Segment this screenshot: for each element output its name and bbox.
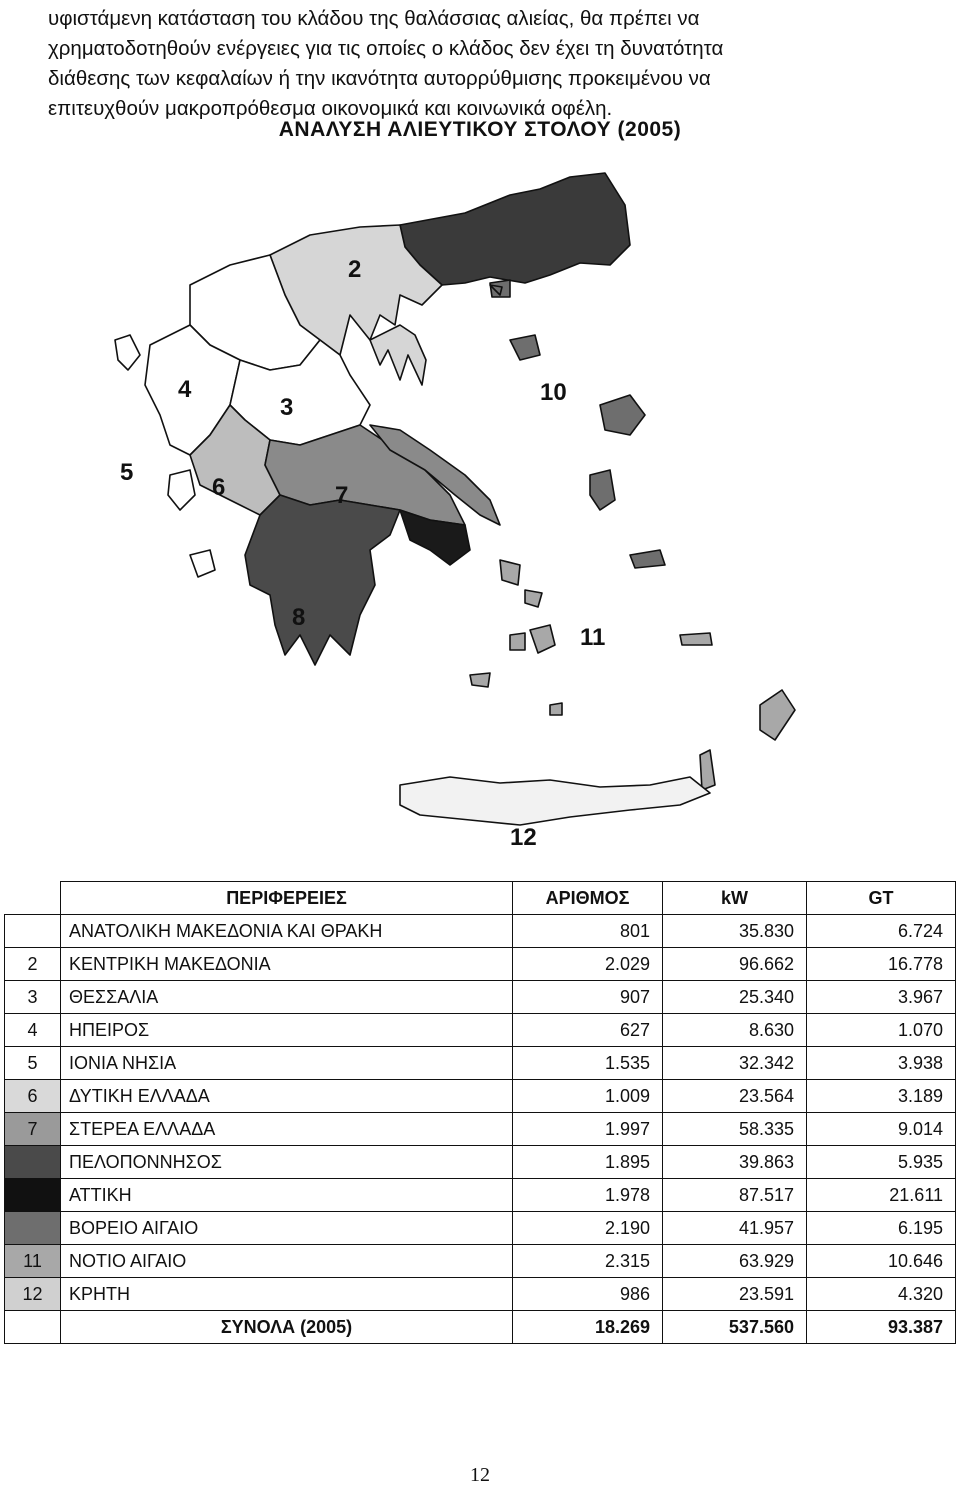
row-region: ΝΟΤΙΟ ΑΙΓΑΙΟ xyxy=(61,1245,513,1278)
greece-fleet-map xyxy=(70,165,950,875)
region-5-kefalonia-shape xyxy=(168,470,195,510)
table-row xyxy=(5,948,956,981)
row-gt: 9.014 xyxy=(807,1113,956,1146)
region-11-naxos-shape xyxy=(530,625,555,653)
region-10-lesvos-shape xyxy=(600,395,645,435)
row-count: 2.029 xyxy=(513,948,663,981)
chalkidiki-shape xyxy=(370,325,426,385)
row-region: ΚΕΝΤΡΙΚΗ ΜΑΚΕΔΟΝΙΑ xyxy=(61,948,513,981)
row-gt: 4.320 xyxy=(807,1278,956,1311)
row-index xyxy=(5,1212,61,1245)
section-title: ΑΝΑΛΥΣΗ ΑΛΙΕΥΤΙΚΟΥ ΣΤΟΛΟΥ (2005) xyxy=(278,118,682,141)
row-region: ΠΕΛΟΠΟΝΝΗΣΟΣ xyxy=(61,1146,513,1179)
region-10-samos-shape xyxy=(630,550,665,568)
intro-line: χρηματοδοτηθούν ενέργειες για τις οποίες ο κλάδος δεν έχει τη δυνατότητα xyxy=(48,37,724,60)
region-11-karpathos-shape xyxy=(700,750,715,790)
region-11-santorini-shape xyxy=(550,703,562,715)
row-region: ΔΥΤΙΚΗ ΕΛΛΑΔΑ xyxy=(61,1080,513,1113)
total-row xyxy=(5,1311,956,1344)
table-row xyxy=(5,1047,956,1080)
intro-line: υφιστάμενη κατάσταση του κλάδου της θαλάσσιας αλιείας, θα πρέπει να xyxy=(48,7,700,30)
table-row xyxy=(5,1212,956,1245)
map-label-11: 11 xyxy=(580,624,606,651)
row-index: 7 xyxy=(5,1113,61,1146)
region-1-shape xyxy=(400,173,630,285)
map-label-6: 6 xyxy=(212,474,226,501)
row-count: 1.978 xyxy=(513,1179,663,1212)
table-row xyxy=(5,1080,956,1113)
row-index: 3 xyxy=(5,981,61,1014)
table-row xyxy=(5,1014,956,1047)
total-count: 18.269 xyxy=(513,1311,663,1344)
region-11-rhodes-shape xyxy=(760,690,795,740)
header-gt: GT xyxy=(807,882,956,915)
table-row xyxy=(5,1245,956,1278)
row-kw: 32.342 xyxy=(663,1047,807,1080)
total-label: ΣΥΝΟΛΑ (2005) xyxy=(61,1311,513,1344)
region-11-milos-shape xyxy=(470,673,490,687)
map-label-10: 10 xyxy=(540,379,567,406)
region-5-corfu-shape xyxy=(115,335,140,370)
row-region: ΘΕΣΣΑΛΙΑ xyxy=(61,981,513,1014)
row-kw: 87.517 xyxy=(663,1179,807,1212)
row-kw: 25.340 xyxy=(663,981,807,1014)
row-region: ΒΟΡΕΙΟ ΑΙΓΑΙΟ xyxy=(61,1212,513,1245)
row-count: 1.535 xyxy=(513,1047,663,1080)
fleet-table xyxy=(4,881,956,1344)
row-region: ΚΡΗΤΗ xyxy=(61,1278,513,1311)
table-row xyxy=(5,1278,956,1311)
table-row xyxy=(5,1113,956,1146)
row-region: ΗΠΕΙΡΟΣ xyxy=(61,1014,513,1047)
table-row xyxy=(5,915,956,948)
region-10-lemnos-shape xyxy=(510,335,540,360)
row-kw: 23.564 xyxy=(663,1080,807,1113)
region-8-shape xyxy=(245,495,400,665)
row-gt: 3.938 xyxy=(807,1047,956,1080)
region-11-kos-shape xyxy=(680,633,712,645)
row-index: 6 xyxy=(5,1080,61,1113)
row-gt: 10.646 xyxy=(807,1245,956,1278)
total-index xyxy=(5,1311,61,1344)
map-label-3: 3 xyxy=(280,394,294,421)
row-gt: 21.611 xyxy=(807,1179,956,1212)
row-index xyxy=(5,1179,61,1212)
region-5-zakynthos-shape xyxy=(190,550,215,577)
header-index xyxy=(5,882,61,915)
total-kw: 537.560 xyxy=(663,1311,807,1344)
row-count: 2.315 xyxy=(513,1245,663,1278)
header-region: ΠΕΡΙΦΕΡΕΙΕΣ xyxy=(61,882,513,915)
intro-line: διάθεσης των κεφαλαίων ή την ικανότητα αυτορρύθμισης προκειμένου να xyxy=(48,67,711,90)
region-11-paros-shape xyxy=(510,633,525,650)
row-count: 1.895 xyxy=(513,1146,663,1179)
map-label-7: 7 xyxy=(335,482,349,509)
row-region: ΑΝΑΤΟΛΙΚΗ ΜΑΚΕΔΟΝΙΑ ΚΑΙ ΘΡΑΚΗ xyxy=(61,915,513,948)
map-label-4: 4 xyxy=(178,376,192,403)
row-count: 907 xyxy=(513,981,663,1014)
row-kw: 63.929 xyxy=(663,1245,807,1278)
row-gt: 5.935 xyxy=(807,1146,956,1179)
row-count: 986 xyxy=(513,1278,663,1311)
intro-paragraph xyxy=(48,4,910,124)
region-12-crete-shape xyxy=(400,777,710,825)
table-row xyxy=(5,1146,956,1179)
row-gt: 6.724 xyxy=(807,915,956,948)
header-count: ΑΡΙΘΜΟΣ xyxy=(513,882,663,915)
row-index: 2 xyxy=(5,948,61,981)
row-kw: 58.335 xyxy=(663,1113,807,1146)
row-count: 627 xyxy=(513,1014,663,1047)
row-kw: 35.830 xyxy=(663,915,807,948)
row-index xyxy=(5,915,61,948)
map-label-12: 12 xyxy=(510,824,537,851)
map-label-8: 8 xyxy=(292,604,306,631)
map-label-2: 2 xyxy=(348,256,362,283)
row-kw: 39.863 xyxy=(663,1146,807,1179)
row-index: 12 xyxy=(5,1278,61,1311)
row-kw: 41.957 xyxy=(663,1212,807,1245)
row-index: 11 xyxy=(5,1245,61,1278)
region-11-tinos-shape xyxy=(525,590,542,607)
row-index xyxy=(5,1146,61,1179)
row-region: ΑΤΤΙΚΗ xyxy=(61,1179,513,1212)
total-gt: 93.387 xyxy=(807,1311,956,1344)
row-gt: 3.967 xyxy=(807,981,956,1014)
row-kw: 8.630 xyxy=(663,1014,807,1047)
map-svg xyxy=(70,165,950,875)
region-11-andros-shape xyxy=(500,560,520,585)
table-row xyxy=(5,1179,956,1212)
row-gt: 1.070 xyxy=(807,1014,956,1047)
row-count: 801 xyxy=(513,915,663,948)
row-gt: 16.778 xyxy=(807,948,956,981)
row-gt: 6.195 xyxy=(807,1212,956,1245)
page-number: 12 xyxy=(470,1464,490,1486)
intro-line: επιτευχθούν μακροπρόθεσμα οικονομικά και κοινωνικά οφέλη. xyxy=(48,97,613,120)
row-kw: 23.591 xyxy=(663,1278,807,1311)
table-row xyxy=(5,981,956,1014)
row-count: 1.997 xyxy=(513,1113,663,1146)
row-count: 2.190 xyxy=(513,1212,663,1245)
row-index: 4 xyxy=(5,1014,61,1047)
region-10-chios-shape xyxy=(590,470,615,510)
map-label-5: 5 xyxy=(120,459,134,486)
row-count: 1.009 xyxy=(513,1080,663,1113)
row-region: ΙΟΝΙΑ ΝΗΣΙΑ xyxy=(61,1047,513,1080)
row-region: ΣΤΕΡΕΑ ΕΛΛΑΔΑ xyxy=(61,1113,513,1146)
row-kw: 96.662 xyxy=(663,948,807,981)
row-gt: 3.189 xyxy=(807,1080,956,1113)
table-header-row xyxy=(5,882,956,915)
header-kw: kW xyxy=(663,882,807,915)
row-index: 5 xyxy=(5,1047,61,1080)
